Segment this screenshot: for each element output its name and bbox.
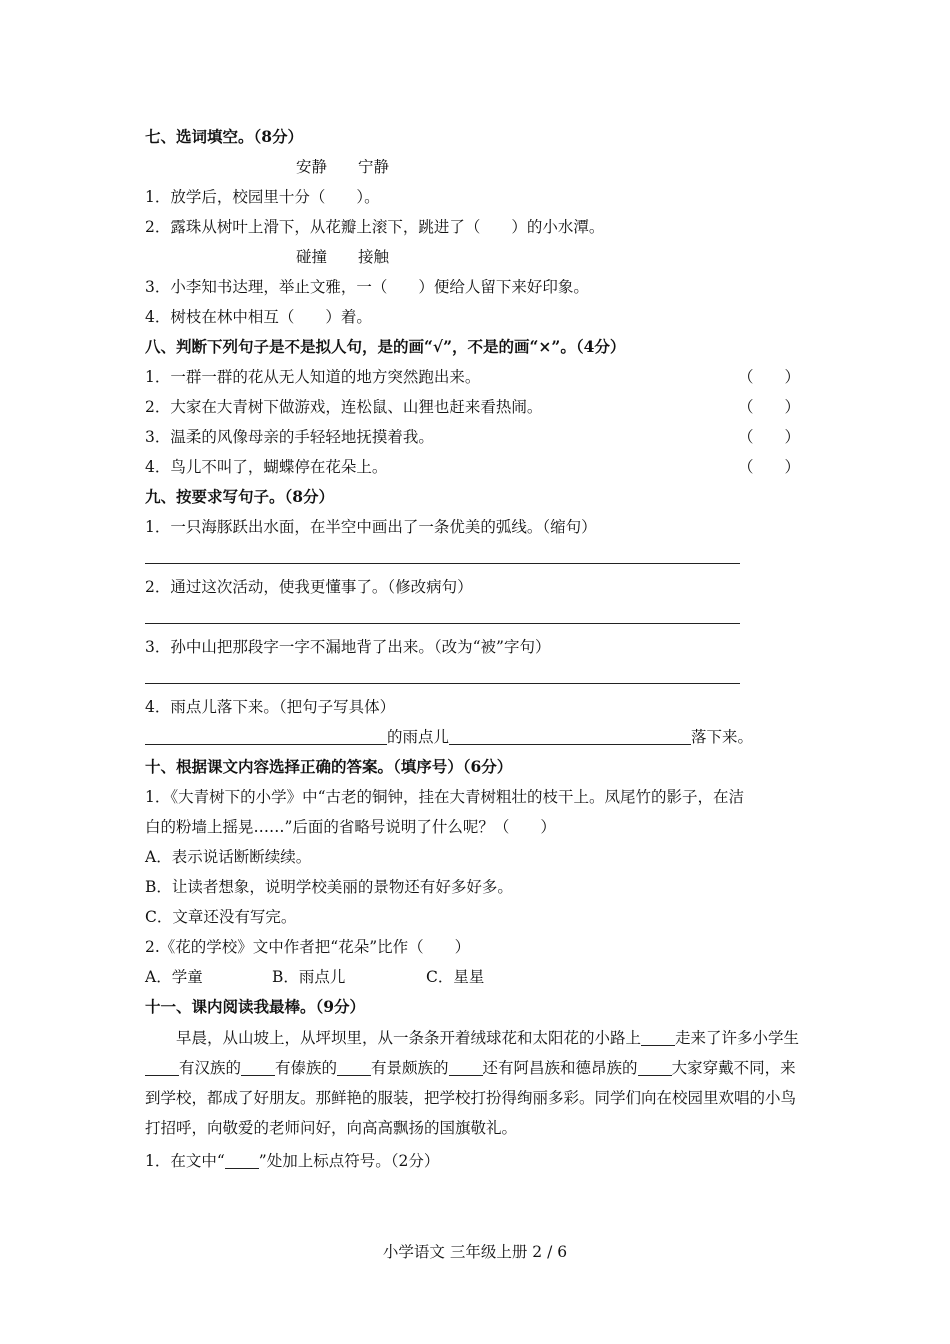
punct-blank-5	[449, 1059, 483, 1076]
question-7-2: 2．露珠从树叶上滑下，从花瓣上滚下，跳进了（ ）的小水潭。	[145, 218, 605, 236]
question-9-3: 3．孙中山把那段字一字不漏地背了出来。（改为“被”字句）	[145, 638, 551, 656]
section-9-title: 九、按要求写句子。（8分）	[145, 487, 335, 506]
punct-blank-example	[225, 1152, 259, 1169]
question-10-2-option-b: B．雨点儿	[272, 968, 346, 986]
fill-text-mid: 的雨点儿	[387, 728, 450, 746]
option-c: C．文章还没有写完。	[145, 908, 297, 926]
question-7-4: 4．树枝在林中相互（ ）着。	[145, 308, 372, 326]
answer-paren-8-4: （ ）	[738, 458, 801, 476]
question-7-1: 1．放学后，校园里十分（ ）。	[145, 188, 380, 206]
punct-blank-2	[145, 1059, 179, 1076]
section-7-title: 七、选词填空。（8分）	[145, 127, 304, 146]
page-footer: 小学语文 三年级上册 2 / 6	[382, 1243, 568, 1261]
option-b: B．让读者想象，说明学校美丽的景物还有好多好多。	[145, 878, 513, 896]
punct-blank-3	[241, 1059, 275, 1076]
question-10-2-option-c: C．星星	[426, 968, 485, 986]
answer-line-9-3	[145, 683, 740, 684]
question-8-1: 1．一群一群的花从无人知道的地方突然跑出来。	[145, 368, 481, 386]
answer-paren-8-1: （ ）	[738, 368, 801, 386]
word-choices-2: 碰撞 接触	[296, 248, 390, 266]
answer-line-9-2	[145, 623, 740, 624]
question-9-2: 2．通过这次活动，使我更懂事了。（修改病句）	[145, 578, 473, 596]
question-8-2: 2．大家在大青树下做游戏，连松鼠、山狸也赶来看热闹。	[145, 398, 543, 416]
option-a: A．表示说话断断续续。	[145, 848, 312, 866]
question-8-3: 3．温柔的风像母亲的手轻轻地抚摸着我。	[145, 428, 434, 446]
section-11-title: 十一、课内阅读我最棒。（9分）	[145, 997, 366, 1016]
punct-blank-6	[638, 1059, 672, 1076]
question-8-4: 4．鸟儿不叫了，蝴蝶停在花朵上。	[145, 458, 388, 476]
fill-blank-1	[145, 728, 387, 745]
section-8-title: 八、判断下列句子是不是拟人句，是的画“√”，不是的画“×”。（4分）	[145, 337, 626, 356]
question-9-4: 4．雨点儿落下来。（把句子写具体）	[145, 698, 396, 716]
punct-blank-4	[337, 1059, 371, 1076]
fill-blank-2	[449, 728, 691, 745]
word-choices-1: 安静 宁静	[296, 158, 390, 176]
answer-line-9-1	[145, 563, 740, 564]
section-10-title: 十、根据课文内容选择正确的答案。（填序号）（6分）	[145, 757, 513, 776]
punct-blank-1	[641, 1029, 675, 1046]
question-10-1-line-1: 1．《大青树下的小学》中“古老的铜钟，挂在大青树粗壮的枝干上。凤尾竹的影子，在洁	[145, 788, 745, 806]
question-10-1-line-2: 白的粉墙上摇晃……”后面的省略号说明了什么呢？（ ）	[145, 818, 556, 836]
answer-paren-8-2: （ ）	[738, 398, 801, 416]
question-10-2: 2.《花的学校》文中作者把“花朵”比作（ ）	[145, 938, 471, 956]
fill-text-end: 落下来。	[691, 728, 754, 746]
question-9-1: 1．一只海豚跃出水面，在半空中画出了一条优美的弧线。（缩句）	[145, 518, 597, 536]
reading-passage: 早晨，从山坡上，从坪坝里，从一条条开着绒球花和太阳花的小路上 走来了许多小学生有汉族的 有傣族的 有景颇族的 还有阿昌族和德昂族的 大家穿戴不同，来到学校，都成了好朋友。那鲜艳的服装，把学校打扮得绚丽多彩。同学们向在校园里欢唱的小鸟打招呼，向敬爱的老师问好，向高高飘扬的国旗敬礼。	[145, 1029, 800, 1137]
question-9-4-fill	[145, 726, 753, 748]
question-10-2-option-a: A．学童	[145, 968, 203, 986]
question-11-1: 1．在文中“ ”处加上标点符号。（2分）	[145, 1152, 440, 1170]
question-7-3: 3．小李知书达理，举止文雅，一（ ）便给人留下来好印象。	[145, 278, 589, 296]
answer-paren-8-3: （ ）	[738, 428, 801, 446]
